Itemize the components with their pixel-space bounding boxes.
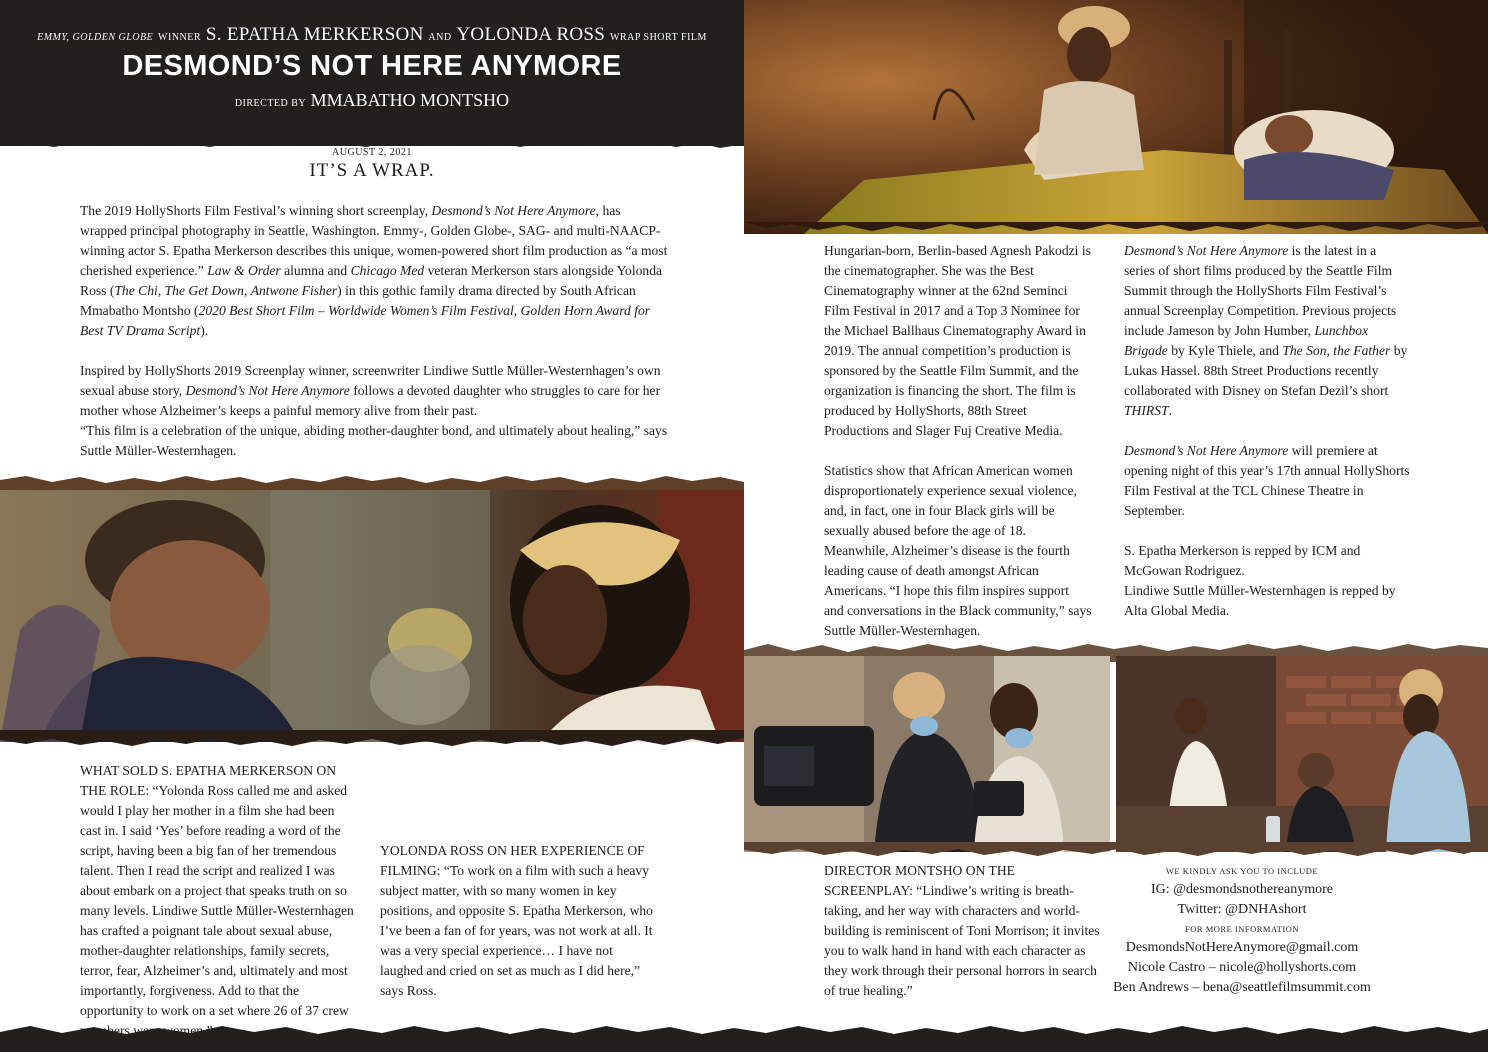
info-kicker: FOR MORE INFORMATION [1185,924,1299,934]
show-ref-get-down: The Get Down [164,283,244,298]
intro-text-e: , [157,283,165,298]
premiere-paragraph [1124,441,1410,521]
contact-nicole[interactable]: Nicole Castro – nicole@hollyshorts.com [1127,960,1357,975]
montsho-quote-column [824,861,1100,1001]
intro-text-b: , has wrapped principal photography in Seattle, Washington. Emmy-, Golden Globe-, SAG- and multi-NAACP-winning actor S. Epatha Merkerson describes this unique, women-powered short film production as “a most cherished experience.” [80,203,668,278]
film-title: DESMOND’S NOT HERE ANYMORE [122,50,622,82]
intro-text-d: veteran Merkerson stars alongside Yolonda Ross ( [80,263,663,298]
award-ref: 2020 Best Short Film – Worldwide Women’s Film Festival, Golden Horn Award for Best TV Drama Script [80,303,651,338]
photo-torn-edge-middle-bottom [0,730,744,754]
show-ref-law-order: Law & Order [207,263,281,278]
film-title-ref: Desmond’s Not Here Anymore [431,203,596,218]
show-ref-chicago-med: Chicago Med [350,263,425,278]
contact-block [1112,862,1372,998]
column-spacer [380,761,656,841]
right-column-one [824,241,1092,641]
thirst-ref: THIRST [1124,403,1169,418]
mother-daughter-still-photo [0,490,744,742]
representation-suttle: Lindiwe Suttle Müller-Westernhagen is repped by Alta Global Media. [1124,583,1396,618]
film-title-ref: Desmond’s Not Here Anymore [185,383,350,398]
intro-text-a: The 2019 HollyShorts Film Festival’s winning short screenplay, [80,203,432,218]
instagram-handle[interactable]: IG: @desmondsnothereanymore [1150,882,1333,897]
series-text-c: by Lukas Hassel. 88th Street Productions recently collaborated with Disney on Stefan Dezil’s short [1124,343,1408,398]
ross-quote [380,841,656,1001]
photo-torn-edge-bts-bottom [744,842,1488,862]
article-date: AUGUST 2, 2021 [332,147,412,158]
film-title-ref: Desmond’s Not Here Anymore [1124,243,1289,258]
series-paragraph [1124,241,1410,421]
merkerson-lead: WHAT SOLD S. EPATHA MERKERSON ON THE ROLE: [80,763,337,798]
intro-text-h: ). [200,323,209,338]
show-ref-the-chi: The Chi [114,283,158,298]
winner-word: WINNER [158,32,202,43]
montsho-lead: DIRECTOR MONTSHO ON THE SCREENPLAY: [824,863,1015,898]
bedroom-still-photo [744,0,1488,234]
actor-one: S. EPATHA MERKERSON [205,24,424,45]
twitter-handle[interactable]: Twitter: @DNHAshort [1177,902,1307,917]
lunchbox-brigade-ref: Lunchbox Brigade [1124,323,1369,358]
inspiration-text-b: follows a devoted daughter who struggles to care for her mother whose Alzheimer’s keeps a painful memory alive from their past. [80,383,661,418]
contact-email[interactable]: DesmondsNotHereAnymore@gmail.com [1125,940,1359,955]
show-ref-antwone-fisher: Antwone Fisher [250,283,338,298]
montsho-body: “Lindiwe’s writing is breath-taking, and her way with characters and world-building is reminiscent of Toni Morrison; it invites you to walk hand in hand with each character as they work through their personal horrors in search of true healing.” [824,883,1100,998]
intro-text-c: alumna and [280,263,351,278]
merkerson-body: “Yolonda Ross called me and asked would I play her mother in a film she had been cast in. I said ‘Yes’ before reading a word of the script, having been a big fan of her tremendous talent. Then I read the script and realized I was about embark on a project that speaks truth on so many levels. Lindiwe Suttle Müller-Westernhagen has crafted a poignant tale about sexual abuse, mother-daughter relationships, family secrets, terror, fear, Alzheimer’s and, ultimately and most importantly, forgiveness. Add to that the opportunity to work on a set where 26 of 37 crew women.” [80,783,354,1038]
wrap-phrase: WRAP SHORT FILM [609,32,707,43]
director-line [0,90,744,111]
representation-merkerson: S. Epatha Merkerson is repped by ICM and McGowan Rodriguez. [1124,543,1361,578]
and-word: AND [428,32,452,43]
actor-two: YOLONDA ROSS [456,24,606,45]
inspiration-text-a: Inspired by HollyShorts 2019 Screenplay winner, screenwriter Lindiwe Suttle Müller-Westernhagen’s own sexual abuse story, [80,363,661,398]
series-text-a: is the latest in a series of short films produced by the Seattle Film Summit through the HollyShorts Film Festival’s annual Screenplay Competition. Previous projects include Jameson by John Humber, [1124,243,1397,338]
director-name: MMABATHO MONTSHO [310,90,510,110]
intro-text [80,201,668,461]
footer-torn-edge [0,1018,1488,1052]
camera-crew-photo [744,656,1110,852]
series-text-b: by Kyle Thiele, and [1167,343,1283,358]
merkerson-quote [80,761,358,1041]
ross-quote-column [380,761,656,1001]
right-column-two [1124,241,1410,621]
son-father-ref: The Son, the Father [1282,343,1391,358]
premiere-text: will premiere at opening night of this year’s 17th annual HollyShorts Film Festival at the TCL Chinese Theatre in September. [1124,443,1410,518]
credit-line [0,24,744,46]
title-banner [0,0,744,146]
montsho-quote [824,861,1100,1001]
merkerson-quote-column [80,761,358,1041]
directed-by-label: DIRECTED BY [234,98,307,109]
cinematographer-paragraph: Hungarian-born, Berlin-based Agnesh Pakodzi is the cinematographer. She was the Best Cinematography winner at the 62nd Seminci Film Festival in 2017 and a Top 3 Nominee for the Michael Ballhaus Cinematography Award in 2019. The annual competition’s production is sponsored by the Seattle Film Summit, and the organization is financing the short. The film is produced by HollyShorts, 88th Street Productions and Slager Fuj Creative Media. [824,243,1091,438]
ross-body: “To work on a film with such a heavy subject matter, with so many women in key positions, and opposite S. Epatha Merkerson, who I’ve been a fan of for years, was not work at all. It was a very special experience… I have not laughed and cried on set as much as I did here,” says Ross. [380,863,653,998]
intro-paragraph [80,201,668,341]
film-title-ref: Desmond’s Not Here Anymore [1124,443,1289,458]
series-text-d: . [1168,403,1172,418]
ross-lead: YOLONDA ROSS ON HER EXPERIENCE OF FILMING: [380,843,645,878]
include-kicker: WE KINDLY ASK YOU TO INCLUDE [1165,866,1319,876]
inspiration-paragraph [80,361,668,421]
statistics-paragraph: Statistics show that African American women disproportionately experience sexual violence, and, in fact, one in four Black girls will be sexually abused before the age of 18. Meanwhile, Alzheimer’s disease is the fourth leading cause of death amongst African Americans. “I hope this film inspires support and conversations in the Black community,” says Suttle Müller-Westernhagen. [824,463,1092,638]
healing-quote: “This film is a celebration of the unique, abiding mother-daughter bond, and ultimately about healing,” says Suttle Müller-Westernhagen. [80,423,668,458]
intro-text-f: , [243,283,251,298]
intro-text-g: ) in this gothic family drama directed by South African Mmabatho Montsho ( [80,283,636,318]
article-heading: IT’S A WRAP. [309,160,435,181]
awards-text: EMMY, GOLDEN GLOBE [37,32,154,43]
contact-ben[interactable]: Ben Andrews – bena@seattlefilmsummit.com [1113,980,1371,995]
rehearsal-set-photo [1116,656,1488,852]
